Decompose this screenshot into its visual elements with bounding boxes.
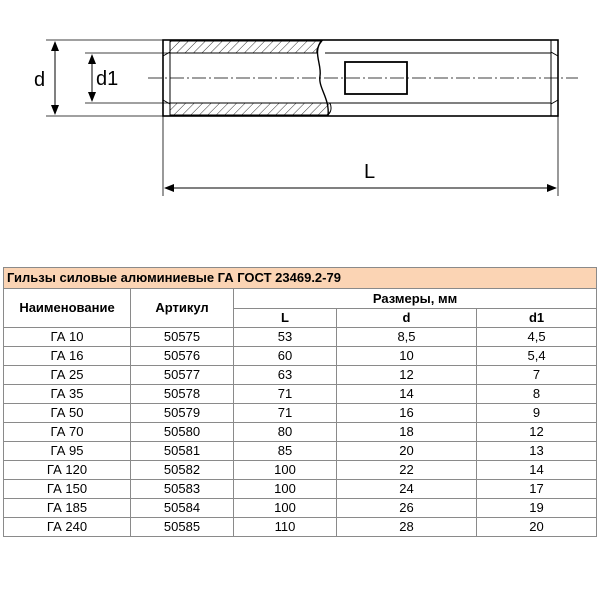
cell-l: 53 xyxy=(234,328,337,347)
cell-name: ГА 120 xyxy=(4,461,131,480)
cell-name: ГА 50 xyxy=(4,404,131,423)
table-row xyxy=(4,442,597,461)
cell-d1: 17 xyxy=(477,480,597,499)
table-row xyxy=(4,499,597,518)
cell-l: 63 xyxy=(234,366,337,385)
dim-d-label: d xyxy=(34,69,46,91)
cell-article: 50584 xyxy=(131,499,234,518)
cell-article: 50575 xyxy=(131,328,234,347)
cell-article: 50581 xyxy=(131,442,234,461)
table-row xyxy=(4,328,597,347)
cell-d: 10 xyxy=(337,347,477,366)
table-body xyxy=(4,328,597,537)
cell-d: 24 xyxy=(337,480,477,499)
cell-l: 100 xyxy=(234,480,337,499)
dimension-L xyxy=(163,116,558,196)
table-row xyxy=(4,347,597,366)
cell-article: 50583 xyxy=(131,480,234,499)
cell-d1: 12 xyxy=(477,423,597,442)
cell-d: 26 xyxy=(337,499,477,518)
cell-l: 71 xyxy=(234,404,337,423)
cell-article: 50580 xyxy=(131,423,234,442)
cell-name: ГА 70 xyxy=(4,423,131,442)
cell-d: 22 xyxy=(337,461,477,480)
cell-d1: 19 xyxy=(477,499,597,518)
cell-d1: 20 xyxy=(477,518,597,537)
cell-l: 85 xyxy=(234,442,337,461)
cell-l: 71 xyxy=(234,385,337,404)
cell-name: ГА 35 xyxy=(4,385,131,404)
header-article: Артикул xyxy=(131,289,234,328)
cell-d: 20 xyxy=(337,442,477,461)
header-d: d xyxy=(337,309,477,328)
cell-l: 100 xyxy=(234,461,337,480)
cell-name: ГА 150 xyxy=(4,480,131,499)
cell-d: 12 xyxy=(337,366,477,385)
header-name: Наименование xyxy=(4,289,131,328)
cell-l: 80 xyxy=(234,423,337,442)
cell-name: ГА 185 xyxy=(4,499,131,518)
header-d1: d1 xyxy=(477,309,597,328)
cell-d1: 4,5 xyxy=(477,328,597,347)
table-row xyxy=(4,366,597,385)
cell-l: 110 xyxy=(234,518,337,537)
cell-article: 50576 xyxy=(131,347,234,366)
cell-name: ГА 10 xyxy=(4,328,131,347)
cell-d1: 5,4 xyxy=(477,347,597,366)
table-row xyxy=(4,518,597,537)
cell-d: 14 xyxy=(337,385,477,404)
dim-d1-label: d1 xyxy=(96,68,119,90)
cell-article: 50582 xyxy=(131,461,234,480)
cell-article: 50579 xyxy=(131,404,234,423)
cell-d1: 8 xyxy=(477,385,597,404)
cell-article: 50578 xyxy=(131,385,234,404)
sleeve-drawing xyxy=(0,0,600,230)
table-row xyxy=(4,385,597,404)
cell-d: 8,5 xyxy=(337,328,477,347)
cell-l: 100 xyxy=(234,499,337,518)
table-row xyxy=(4,461,597,480)
cell-d1: 14 xyxy=(477,461,597,480)
cell-name: ГА 95 xyxy=(4,442,131,461)
table-row xyxy=(4,480,597,499)
table-row xyxy=(4,404,597,423)
header-L: L xyxy=(234,309,337,328)
cell-d: 28 xyxy=(337,518,477,537)
cell-d1: 13 xyxy=(477,442,597,461)
cell-article: 50577 xyxy=(131,366,234,385)
cell-name: ГА 16 xyxy=(4,347,131,366)
header-dimensions: Размеры, мм xyxy=(234,289,597,309)
table-title: Гильзы силовые алюминиевые ГА ГОСТ 23469.2-79 xyxy=(4,268,597,289)
dim-L-label: L xyxy=(364,161,376,183)
cell-name: ГА 240 xyxy=(4,518,131,537)
cell-article: 50585 xyxy=(131,518,234,537)
cell-name: ГА 25 xyxy=(4,366,131,385)
cell-d1: 9 xyxy=(477,404,597,423)
table-row xyxy=(4,423,597,442)
sleeve-spec-table xyxy=(3,267,597,537)
cell-l: 60 xyxy=(234,347,337,366)
cell-d: 16 xyxy=(337,404,477,423)
cell-d: 18 xyxy=(337,423,477,442)
cell-d1: 7 xyxy=(477,366,597,385)
